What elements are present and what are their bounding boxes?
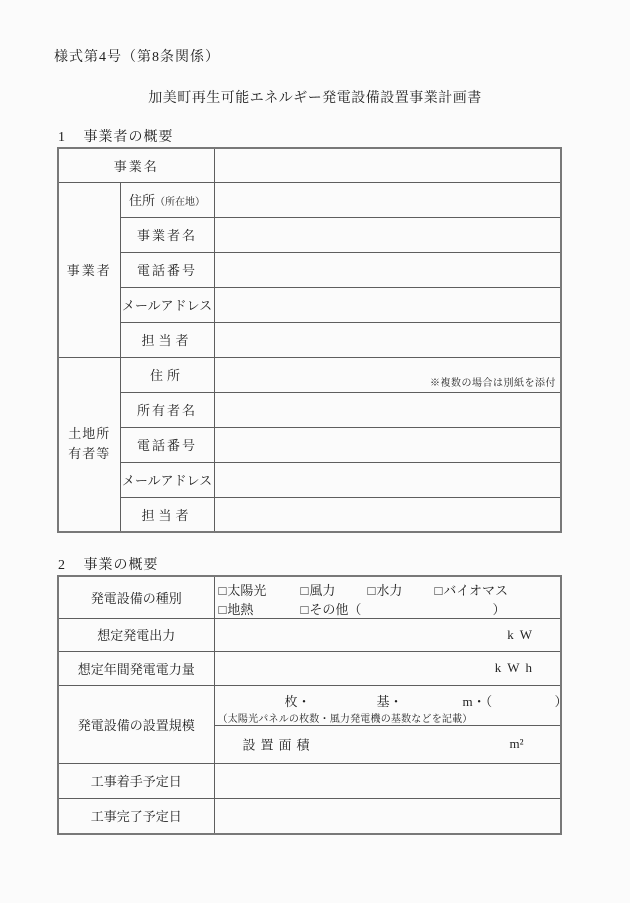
table-row — [58, 287, 561, 322]
landowner-email-field[interactable] — [214, 462, 561, 497]
operator-email-label: メールアドレス — [120, 287, 214, 322]
other-close-paren: ） — [492, 602, 506, 617]
table-row — [58, 322, 561, 357]
landowner-name-label: 所有者名 — [120, 392, 214, 427]
section1-number: 1 — [58, 130, 65, 145]
checkbox-icon: □ — [300, 583, 309, 598]
business-overview-table — [57, 575, 568, 835]
installation-area-unit: m² — [509, 736, 524, 751]
table-row — [58, 392, 561, 427]
table-row — [58, 427, 561, 462]
scale-units-field[interactable] — [214, 685, 568, 725]
section2-heading — [58, 554, 159, 574]
landowner-phone-field[interactable] — [214, 427, 561, 462]
output-unit: kW — [507, 626, 538, 642]
table-row — [58, 252, 561, 287]
unit-sheets: 枚・ — [284, 693, 311, 709]
scale-note: （太陽光パネルの枚数・風力発電機の基数などを記載） — [217, 713, 473, 725]
page-title: 加美町再生可能エネルギー発電設備設置事業計画書 — [148, 91, 482, 106]
business-name-label: 事業名 — [58, 148, 214, 182]
landowner-group-label: 土地所有者等 — [58, 357, 120, 532]
annual-energy-label: 想定年間発電電力量 — [58, 651, 214, 685]
landowner-phone-label: 電話番号 — [120, 427, 214, 462]
landowner-address-field[interactable] — [214, 357, 561, 392]
table-row — [58, 497, 561, 532]
landowner-contact-field[interactable] — [214, 497, 561, 532]
multiple-owners-note: ※複数の場合は別紙を添付 — [430, 377, 556, 389]
unit-close-paren: ） — [554, 693, 568, 709]
checkbox-solar[interactable]: □太陽光 — [218, 583, 267, 598]
output-label: 想定発電出力 — [58, 618, 214, 651]
annual-energy-unit: kWh — [494, 660, 538, 675]
checkbox-icon: □ — [218, 602, 227, 617]
unit-meters: m・（ — [462, 693, 493, 709]
operator-address-label: 住所（所在地） — [120, 182, 214, 217]
checkbox-icon: □ — [218, 583, 227, 598]
operator-address-field[interactable] — [214, 182, 561, 217]
table-row — [58, 685, 561, 725]
annual-energy-field[interactable] — [214, 651, 561, 685]
operator-contact-field[interactable] — [214, 322, 561, 357]
scale-units-line — [215, 691, 568, 709]
form-number: 様式第4号（第8条関係） — [54, 50, 220, 65]
operator-name-field[interactable] — [214, 217, 561, 252]
table-row — [58, 357, 561, 392]
checkbox-icon: □ — [367, 583, 376, 598]
construction-start-field[interactable] — [214, 763, 561, 798]
operator-overview-table — [57, 147, 562, 533]
section2-title: 事業の概要 — [83, 558, 159, 573]
equipment-type-label: 発電設備の種別 — [58, 576, 214, 618]
operator-name-label: 事業者名 — [120, 217, 214, 252]
operator-phone-label: 電話番号 — [120, 252, 214, 287]
equipment-options-row2 — [215, 599, 561, 618]
checkbox-other[interactable]: □その他（ — [300, 602, 362, 617]
scale-label: 発電設備の設置規模 — [58, 685, 214, 763]
unit-bases: 基・ — [376, 693, 403, 709]
table-row — [58, 763, 561, 798]
checkbox-wind[interactable]: □風力 — [300, 583, 336, 598]
table-row — [58, 651, 561, 685]
installation-area-field[interactable] — [214, 725, 561, 763]
table-row — [58, 217, 561, 252]
construction-finish-label: 工事完了予定日 — [58, 798, 214, 834]
table-row — [58, 798, 561, 834]
equipment-type-options — [214, 576, 561, 618]
table-row — [58, 618, 561, 651]
table-row — [58, 576, 561, 618]
section1-title: 事業者の概要 — [83, 130, 174, 145]
checkbox-biomass[interactable]: □バイオマス — [434, 583, 508, 598]
operator-contact-label: 担当者 — [120, 322, 214, 357]
operator-group-label: 事業者 — [58, 182, 120, 357]
table-row — [58, 182, 561, 217]
construction-start-label: 工事着手予定日 — [58, 763, 214, 798]
landowner-email-label: メールアドレス — [120, 462, 214, 497]
construction-finish-field[interactable] — [214, 798, 561, 834]
checkbox-hydro[interactable]: □水力 — [367, 583, 403, 598]
landowner-contact-label: 担当者 — [120, 497, 214, 532]
table-row — [58, 462, 561, 497]
landowner-name-field[interactable] — [214, 392, 561, 427]
checkbox-icon: □ — [300, 602, 309, 617]
section1-heading — [58, 126, 174, 146]
checkbox-geothermal[interactable]: □地熱 — [218, 602, 254, 617]
output-field[interactable] — [214, 618, 561, 651]
equipment-options-row1 — [215, 580, 561, 599]
business-name-field[interactable] — [214, 148, 561, 182]
checkbox-icon: □ — [434, 583, 443, 598]
table-row — [58, 148, 561, 182]
section2-number: 2 — [58, 558, 65, 573]
operator-phone-field[interactable] — [214, 252, 561, 287]
installation-area-label: 設置面積 — [242, 737, 315, 753]
landowner-address-label: 住所 — [120, 357, 214, 392]
operator-email-field[interactable] — [214, 287, 561, 322]
